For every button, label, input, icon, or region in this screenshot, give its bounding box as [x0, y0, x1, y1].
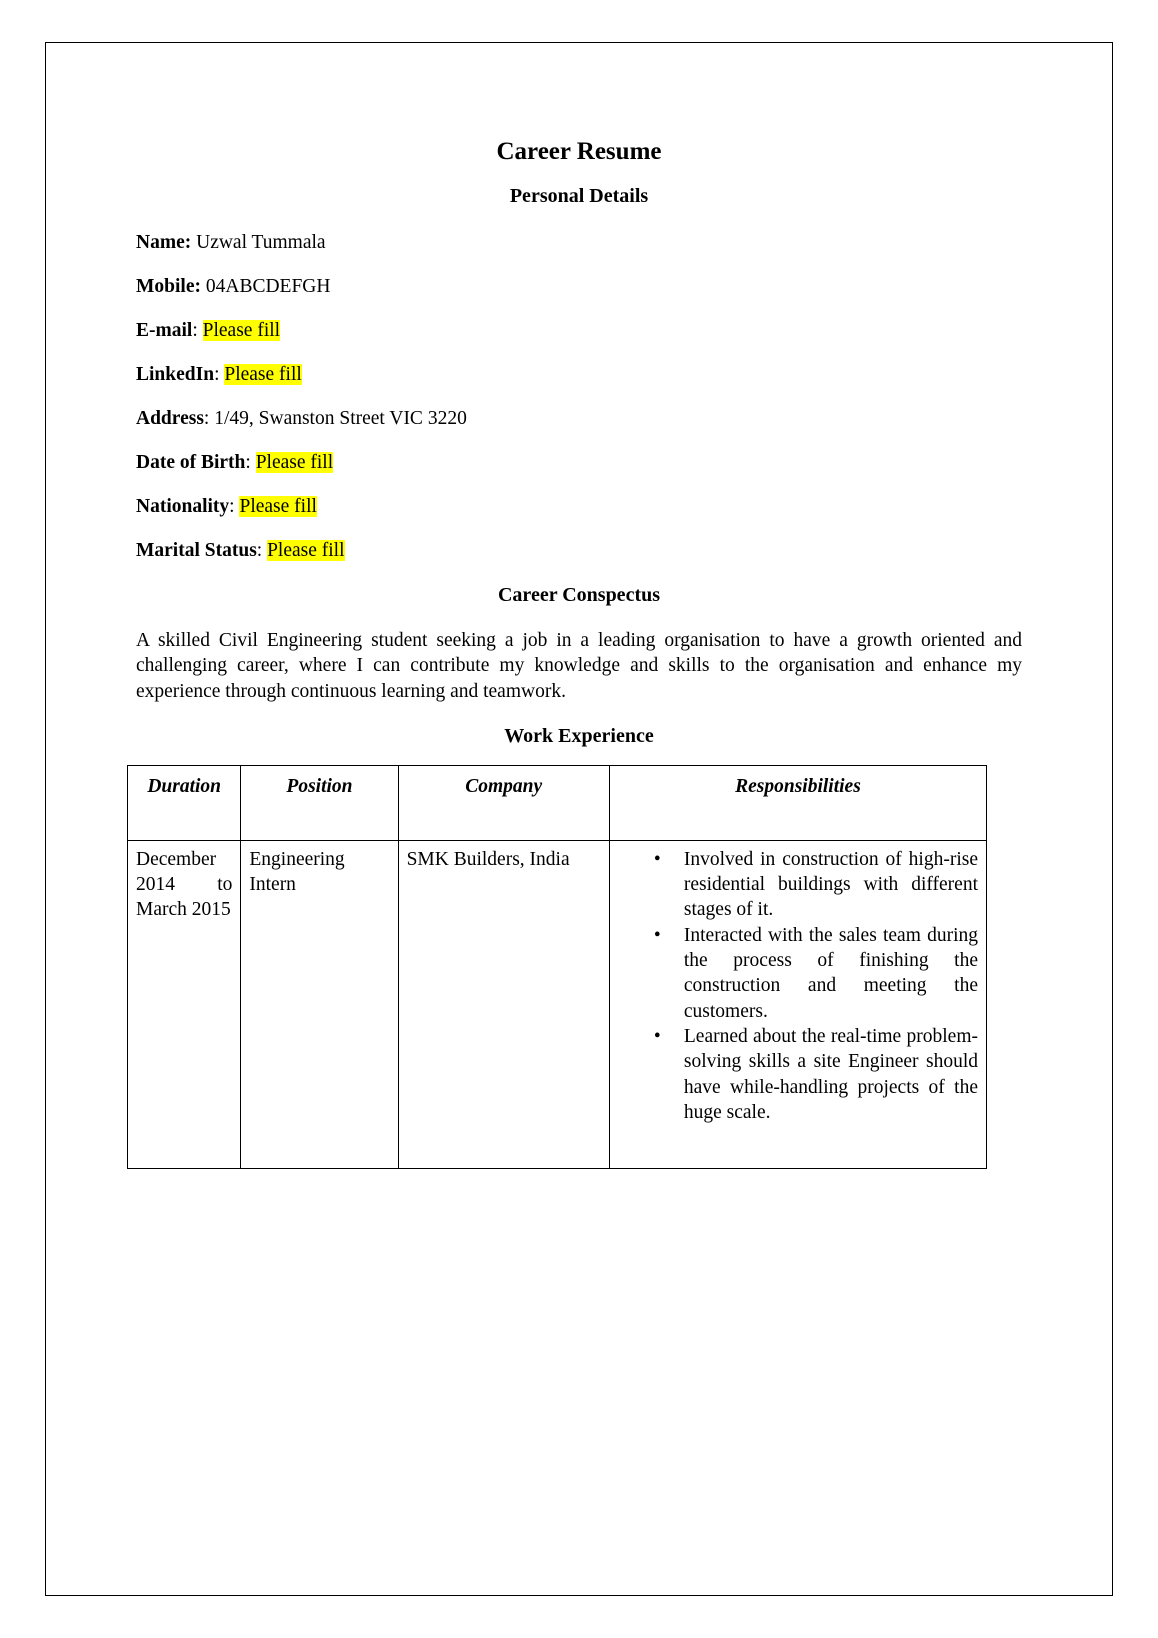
field-label: LinkedIn	[136, 364, 215, 385]
field-label: Nationality	[136, 496, 230, 517]
responsibilities-list	[618, 847, 978, 1125]
field-label: Name:	[136, 232, 192, 253]
field-label: Address	[136, 408, 204, 429]
career-conspectus-text: A skilled Civil Engineering student seeking a job in a leading organisation to have a growth oriented and challenging career, where I can contribute my knowledge and skills to the organisation and enhance my experience through continuous learning and teamwork.	[136, 630, 1022, 702]
company-cell: SMK Builders, India	[398, 840, 609, 1168]
personal-field-name	[136, 230, 1022, 255]
field-value: 04ABCDEFGH	[205, 276, 331, 297]
field-separator: :	[214, 364, 225, 385]
bullet-icon: •	[653, 848, 661, 870]
personal-field-linkedin	[136, 362, 1022, 387]
responsibility-item	[618, 923, 978, 1024]
bullet-icon: •	[653, 924, 661, 946]
personal-field-date-of-birth	[136, 450, 1022, 475]
field-value: Please fill	[239, 496, 317, 517]
page-border	[45, 42, 1113, 1596]
field-separator: :	[256, 540, 268, 561]
field-label: Date of Birth	[136, 452, 246, 473]
table-head	[128, 765, 987, 840]
field-label: E-mail	[136, 320, 193, 341]
personal-details-fields	[136, 230, 1022, 563]
field-label: Mobile:	[136, 276, 201, 297]
column-header-responsibilities: Responsibilities	[609, 765, 986, 840]
work-experience-table	[127, 765, 987, 1169]
field-value: Please fill	[202, 320, 281, 341]
personal-field-nationality	[136, 494, 1022, 519]
field-separator: :	[192, 320, 203, 341]
personal-field-marital-status	[136, 538, 1022, 563]
field-label: Marital Status	[136, 540, 257, 561]
field-value: Uzwal Tummala	[196, 232, 326, 253]
field-separator: :	[245, 452, 256, 473]
personal-details-heading: Personal Details	[509, 185, 649, 207]
responsibility-text: Interacted with the sales team during the process of finishing the construction and meeting the customers.	[683, 924, 978, 1022]
column-header-company: Company	[398, 765, 609, 840]
field-value: Please fill	[224, 364, 302, 385]
column-header-position: Position	[241, 765, 398, 840]
column-header-duration: Duration	[128, 765, 241, 840]
personal-field-mobile	[136, 274, 1022, 299]
responsibility-item	[618, 847, 978, 923]
responsibility-text: Learned about the real-time problem-solving skills a site Engineer should have while-handling projects of the huge scale.	[683, 1025, 978, 1123]
field-value: Please fill	[267, 540, 345, 561]
work-experience-heading: Work Experience	[504, 724, 654, 747]
experience-row	[128, 840, 987, 1168]
position-cell: Engineering Intern	[241, 840, 398, 1168]
responsibility-item	[618, 1024, 978, 1125]
duration-cell: December 2014 to March 2015	[128, 840, 241, 1168]
bullet-icon: •	[653, 1025, 661, 1047]
document-title: Career Resume	[496, 138, 662, 165]
field-value: Please fill	[255, 452, 334, 473]
personal-field-address	[136, 406, 1022, 431]
responsibility-text: Involved in construction of high-rise residential buildings with different stages of it.	[683, 848, 978, 921]
responsibilities-cell	[609, 840, 986, 1168]
table-header-row	[128, 765, 987, 840]
field-value: 1/49, Swanston Street VIC 3220	[214, 408, 467, 429]
field-separator: :	[203, 408, 215, 429]
personal-field-e-mail	[136, 318, 1022, 343]
field-separator: :	[229, 496, 240, 517]
career-conspectus-heading: Career Conspectus	[497, 584, 661, 606]
page-content	[46, 43, 1112, 1169]
table-body	[128, 840, 987, 1168]
